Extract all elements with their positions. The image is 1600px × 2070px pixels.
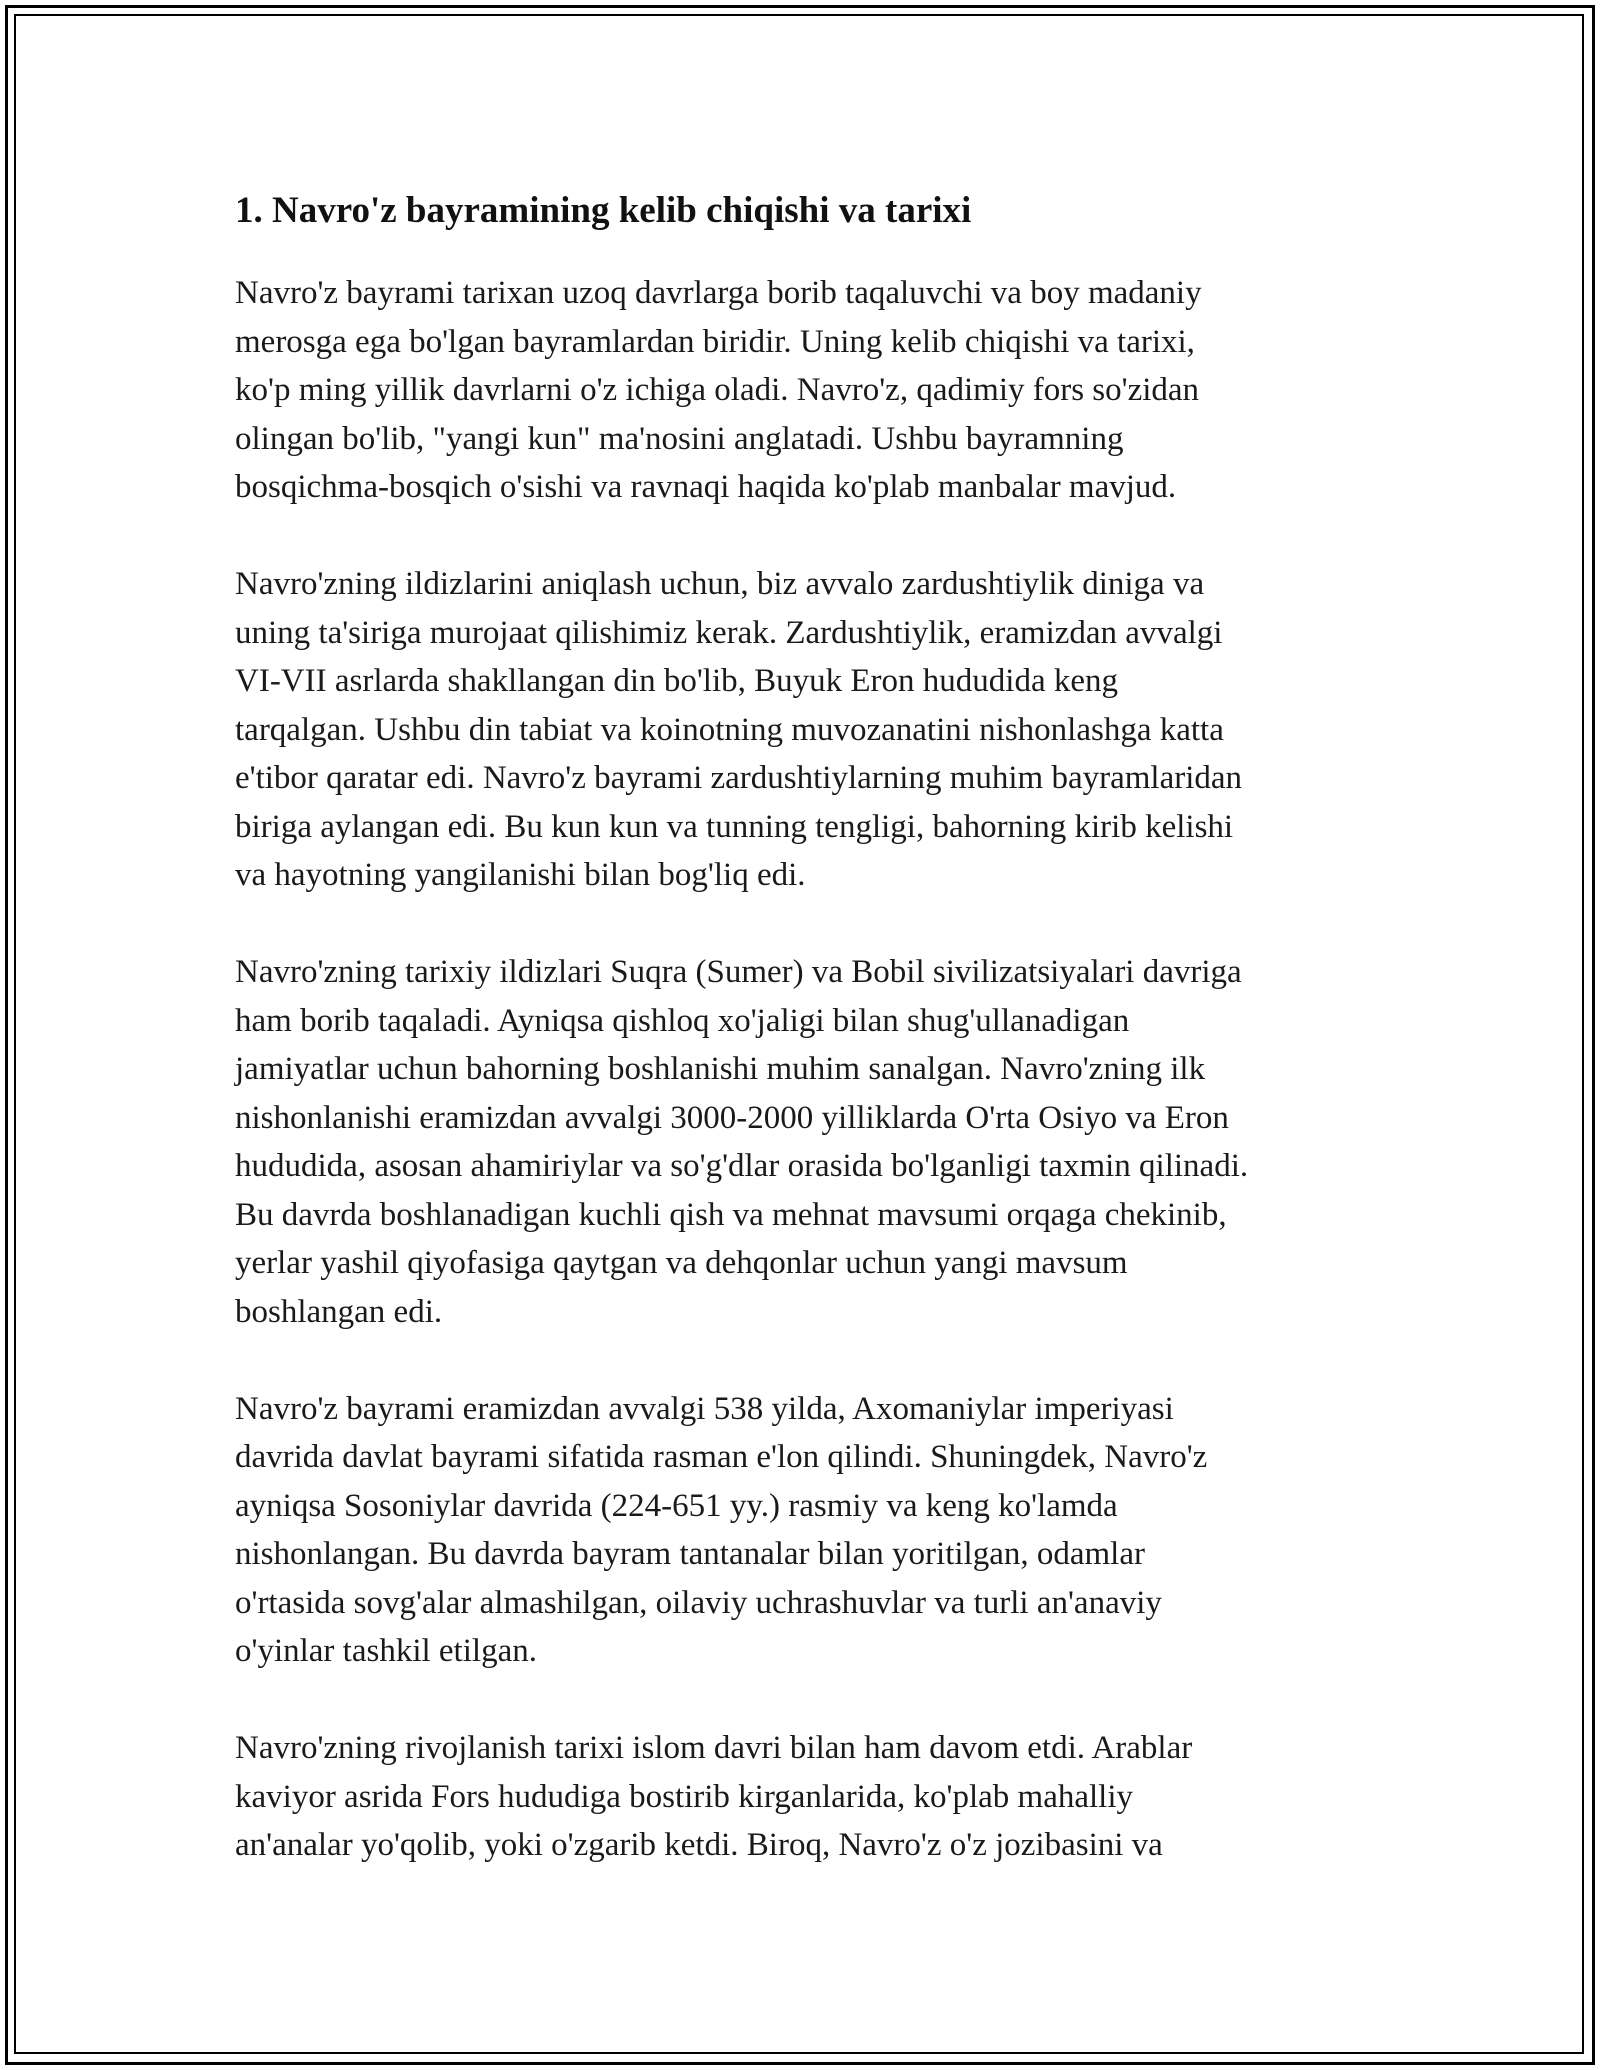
paragraph-line: ham borib taqaladi. Ayniqsa qishloq xo'jaligi bilan shug'ullanadigan — [235, 1002, 1130, 1039]
paragraph-line: Navro'zning ildizlarini aniqlash uchun, biz avvalo zardushtiylik diniga va — [235, 566, 1205, 602]
paragraph-line: nishonlanishi eramizdan avvalgi 3000-2000 yilliklarda O'rta Osiyo va Eron — [235, 1099, 1229, 1136]
paragraph-line: Navro'z bayrami tarixan uzoq davrlarga borib taqaluvchi va boy madaniy — [235, 275, 1202, 311]
paragraph-line: VI-VII asrlarda shakllangan din bo'lib, Buyuk Eron hududida keng — [235, 663, 1118, 699]
paragraph-line: Bu davrda boshlanadigan kuchli qish va mehnat mavsumi orqaga chekinib, — [235, 1196, 1227, 1233]
paragraph-line: Navro'zning tarixiy ildizlari Suqra (Sumer) va Bobil sivilizatsiyalari davriga — [235, 954, 1242, 990]
paragraph-line: tarqalgan. Ushbu din tabiat va koinotning muvozanatini nishonlashga katta — [235, 711, 1224, 748]
paragraph-3 — [235, 948, 1375, 1336]
paragraph-line: hududida, asosan ahamiriylar va so'g'dlar orasida bo'lganligi taxmin qilinadi. — [235, 1148, 1249, 1184]
paragraph-line: an'analar yo'qolib, yoki o'zgarib ketdi. Biroq, Navro'z o'z jozibasini va — [235, 1827, 1163, 1863]
paragraph-line: nishonlangan. Bu davrda bayram tantanalar bilan yoritilgan, odamlar — [235, 1536, 1145, 1572]
paragraph-line: olingan bo'lib, "yangi kun" ma'nosini anglatadi. Ushbu bayramning — [235, 420, 1124, 457]
paragraph-line: kaviyor asrida Fors hududiga bostirib kirganlarida, ko'plab mahalliy — [235, 1778, 1133, 1815]
paragraph-line: merosga ega bo'lgan bayramlardan biridir. Uning kelib chiqishi va tarixi, — [235, 323, 1195, 360]
paragraph-line: va hayotning yangilanishi bilan bog'liq edi. — [235, 857, 806, 893]
paragraph-line: boshlangan edi. — [235, 1293, 443, 1330]
paragraph-5 — [235, 1724, 1375, 1870]
paragraph-line: Navro'z bayrami eramizdan avvalgi 538 yilda, Axomaniylar imperiyasi — [235, 1390, 1174, 1427]
paragraph-line: uning ta'siriga murojaat qilishimiz kerak. Zardushtiylik, eramizdan avvalgi — [235, 614, 1223, 651]
paragraph-1 — [235, 269, 1375, 512]
paragraph-line: bosqichma-bosqich o'sishi va ravnaqi haqida ko'plab manbalar mavjud. — [235, 469, 1177, 505]
paragraph-line: o'rtasida sovg'alar almashilgan, oilaviy uchrashuvlar va turli an'anaviy — [235, 1584, 1162, 1621]
paragraph-line: ayniqsa Sosoniylar davrida (224-651 yy.) rasmiy va keng ko'lamda — [235, 1487, 1118, 1524]
paragraph-line: jamiyatlar uchun bahorning boshlanishi muhim sanalgan. Navro'zning ilk — [235, 1051, 1206, 1087]
paragraph-2 — [235, 560, 1375, 900]
paragraph-line: Navro'zning rivojlanish tarixi islom davri bilan ham davom etdi. Arablar — [235, 1730, 1193, 1766]
paragraph-4 — [235, 1385, 1375, 1676]
paragraph-line: o'yinlar tashkil etilgan. — [235, 1633, 537, 1669]
paragraph-line: e'tibor qaratar edi. Navro'z bayrami zardushtiylarning muhim bayramlaridan — [235, 760, 1243, 796]
section-title: 1. Navro'z bayramining kelib chiqishi va tarixi — [235, 190, 972, 231]
paragraph-line: yerlar yashil qiyofasiga qaytgan va dehqonlar uchun yangi mavsum — [235, 1245, 1128, 1281]
paragraph-line: biriga aylangan edi. Bu kun kun va tunning tengligi, bahorning kirib kelishi — [235, 808, 1234, 845]
paragraph-line: ko'p ming yillik davrlarni o'z ichiga oladi. Navro'z, qadimiy fors so'zidan — [235, 372, 1200, 408]
document-body — [235, 187, 1375, 1870]
paragraph-line: davrida davlat bayrami sifatida rasman e'lon qilindi. Shuningdek, Navro'z — [235, 1439, 1208, 1475]
